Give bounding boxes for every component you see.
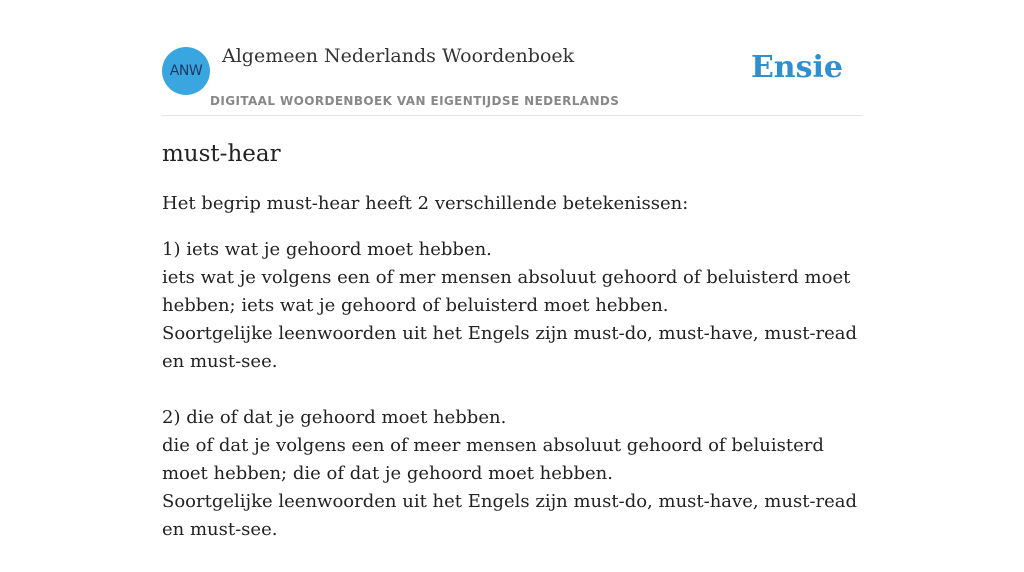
site-tagline: DIGITAAL WOORDENBOEK VAN EIGENTIJDSE NEDERLANDS	[210, 94, 620, 108]
anw-logo[interactable]: ANW	[162, 47, 210, 95]
meaning-note: Soortgelijke leenwoorden uit het Engels zijn must-do, must-have, must-read en must-see.	[162, 491, 858, 540]
meaning-definition: die of dat je volgens een of meer mensen absoluut gehoord of beluisterd moet hebben; die of dat je gehoord moet hebben.	[162, 435, 824, 484]
meaning-definition: iets wat je volgens een of mer mensen absoluut gehoord of beluisterd moet hebben; iets wat je gehoord of beluisterd moet hebben.	[162, 267, 851, 316]
entry-title: must-hear	[162, 141, 281, 167]
entry-intro: Het begrip must-hear heeft 2 verschillende betekenissen:	[162, 193, 689, 214]
meaning-item	[162, 404, 862, 544]
site-header	[162, 0, 862, 116]
ensie-brand-logo[interactable]: Ensie	[750, 50, 843, 85]
meaning-note: Soortgelijke leenwoorden uit het Engels zijn must-do, must-have, must-read en must-see.	[162, 323, 858, 372]
meaning-item	[162, 236, 862, 376]
site-name[interactable]: Algemeen Nederlands Woordenboek	[222, 45, 575, 67]
meaning-heading: 2) die of dat je gehoord moet hebben.	[162, 407, 507, 428]
meaning-heading: 1) iets wat je gehoord moet hebben.	[162, 239, 492, 260]
entry-content	[162, 138, 862, 572]
